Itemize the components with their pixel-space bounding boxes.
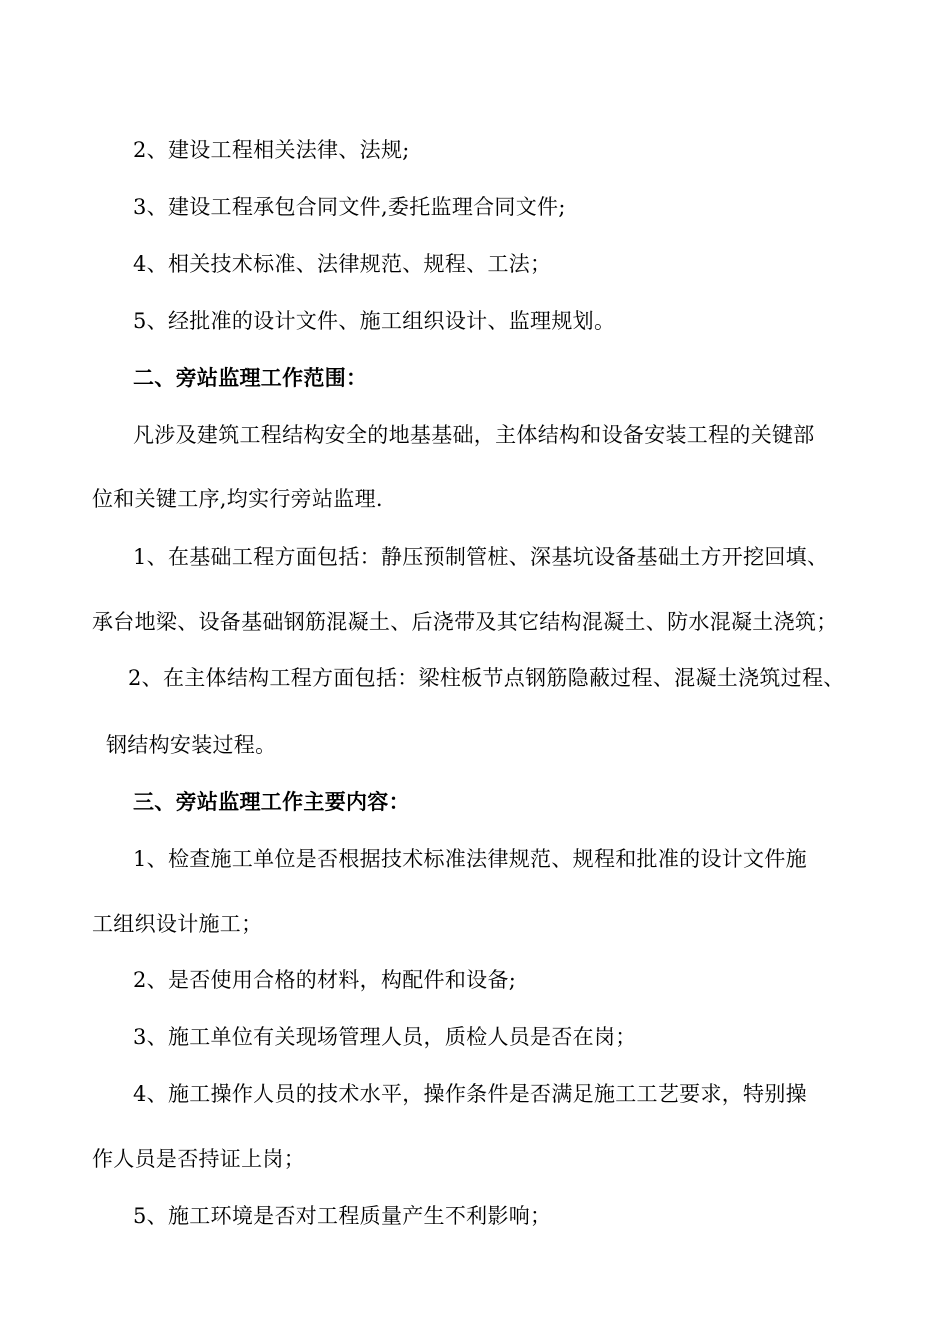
section-heading-scope: 二、旁站监理工作范围： [133, 365, 368, 390]
content-item-1-line-2: 工组织设计施工； [92, 912, 263, 936]
content-item-4-line-2: 作人员是否持证上岗； [92, 1147, 305, 1171]
content-item-3: 3、施工单位有关现场管理人员，质检人员是否在岗； [133, 1025, 637, 1049]
scope-item-1-line-1: 1、在基础工程方面包括：静压预制管桩、深基坑设备基础土方开挖回填、 [133, 545, 829, 569]
scope-item-2-line-2: 钢结构安装过程。 [106, 733, 277, 757]
content-item-2: 2、是否使用合格的材料，构配件和设备; [133, 968, 517, 992]
scope-item-1-line-2: 承台地梁、设备基础钢筋混凝土、后浇带及其它结构混凝土、防水混凝土浇筑； [92, 610, 838, 634]
content-item-5: 5、施工环境是否对工程质量产生不利影响； [133, 1204, 552, 1228]
content-item-1-line-1: 1、检查施工单位是否根据技术标准法律规范、规程和批准的设计文件施 [133, 847, 807, 871]
scope-item-2-line-1: 2、在主体结构工程方面包括：梁柱板节点钢筋隐蔽过程、混凝土浇筑过程、 [128, 666, 845, 690]
basis-item-4: 4、相关技术标准、法律规范、规程、工法； [133, 252, 552, 276]
content-item-4-line-1: 4、施工操作人员的技术水平，操作条件是否满足施工工艺要求，特别操 [133, 1082, 807, 1106]
basis-item-5: 5、经批准的设计文件、施工组织设计、监理规划。 [133, 309, 616, 333]
basis-item-3: 3、建设工程承包合同文件,委托监理合同文件; [133, 195, 566, 219]
basis-item-2: 2、建设工程相关法律、法规; [133, 138, 410, 162]
scope-paragraph-line-2: 位和关键工序,均实行旁站监理. [92, 487, 383, 511]
scope-paragraph-line-1: 凡涉及建筑工程结构安全的地基基础，主体结构和设备安装工程的关键部 [133, 423, 815, 447]
section-heading-content: 三、旁站监理工作主要内容： [133, 789, 410, 814]
